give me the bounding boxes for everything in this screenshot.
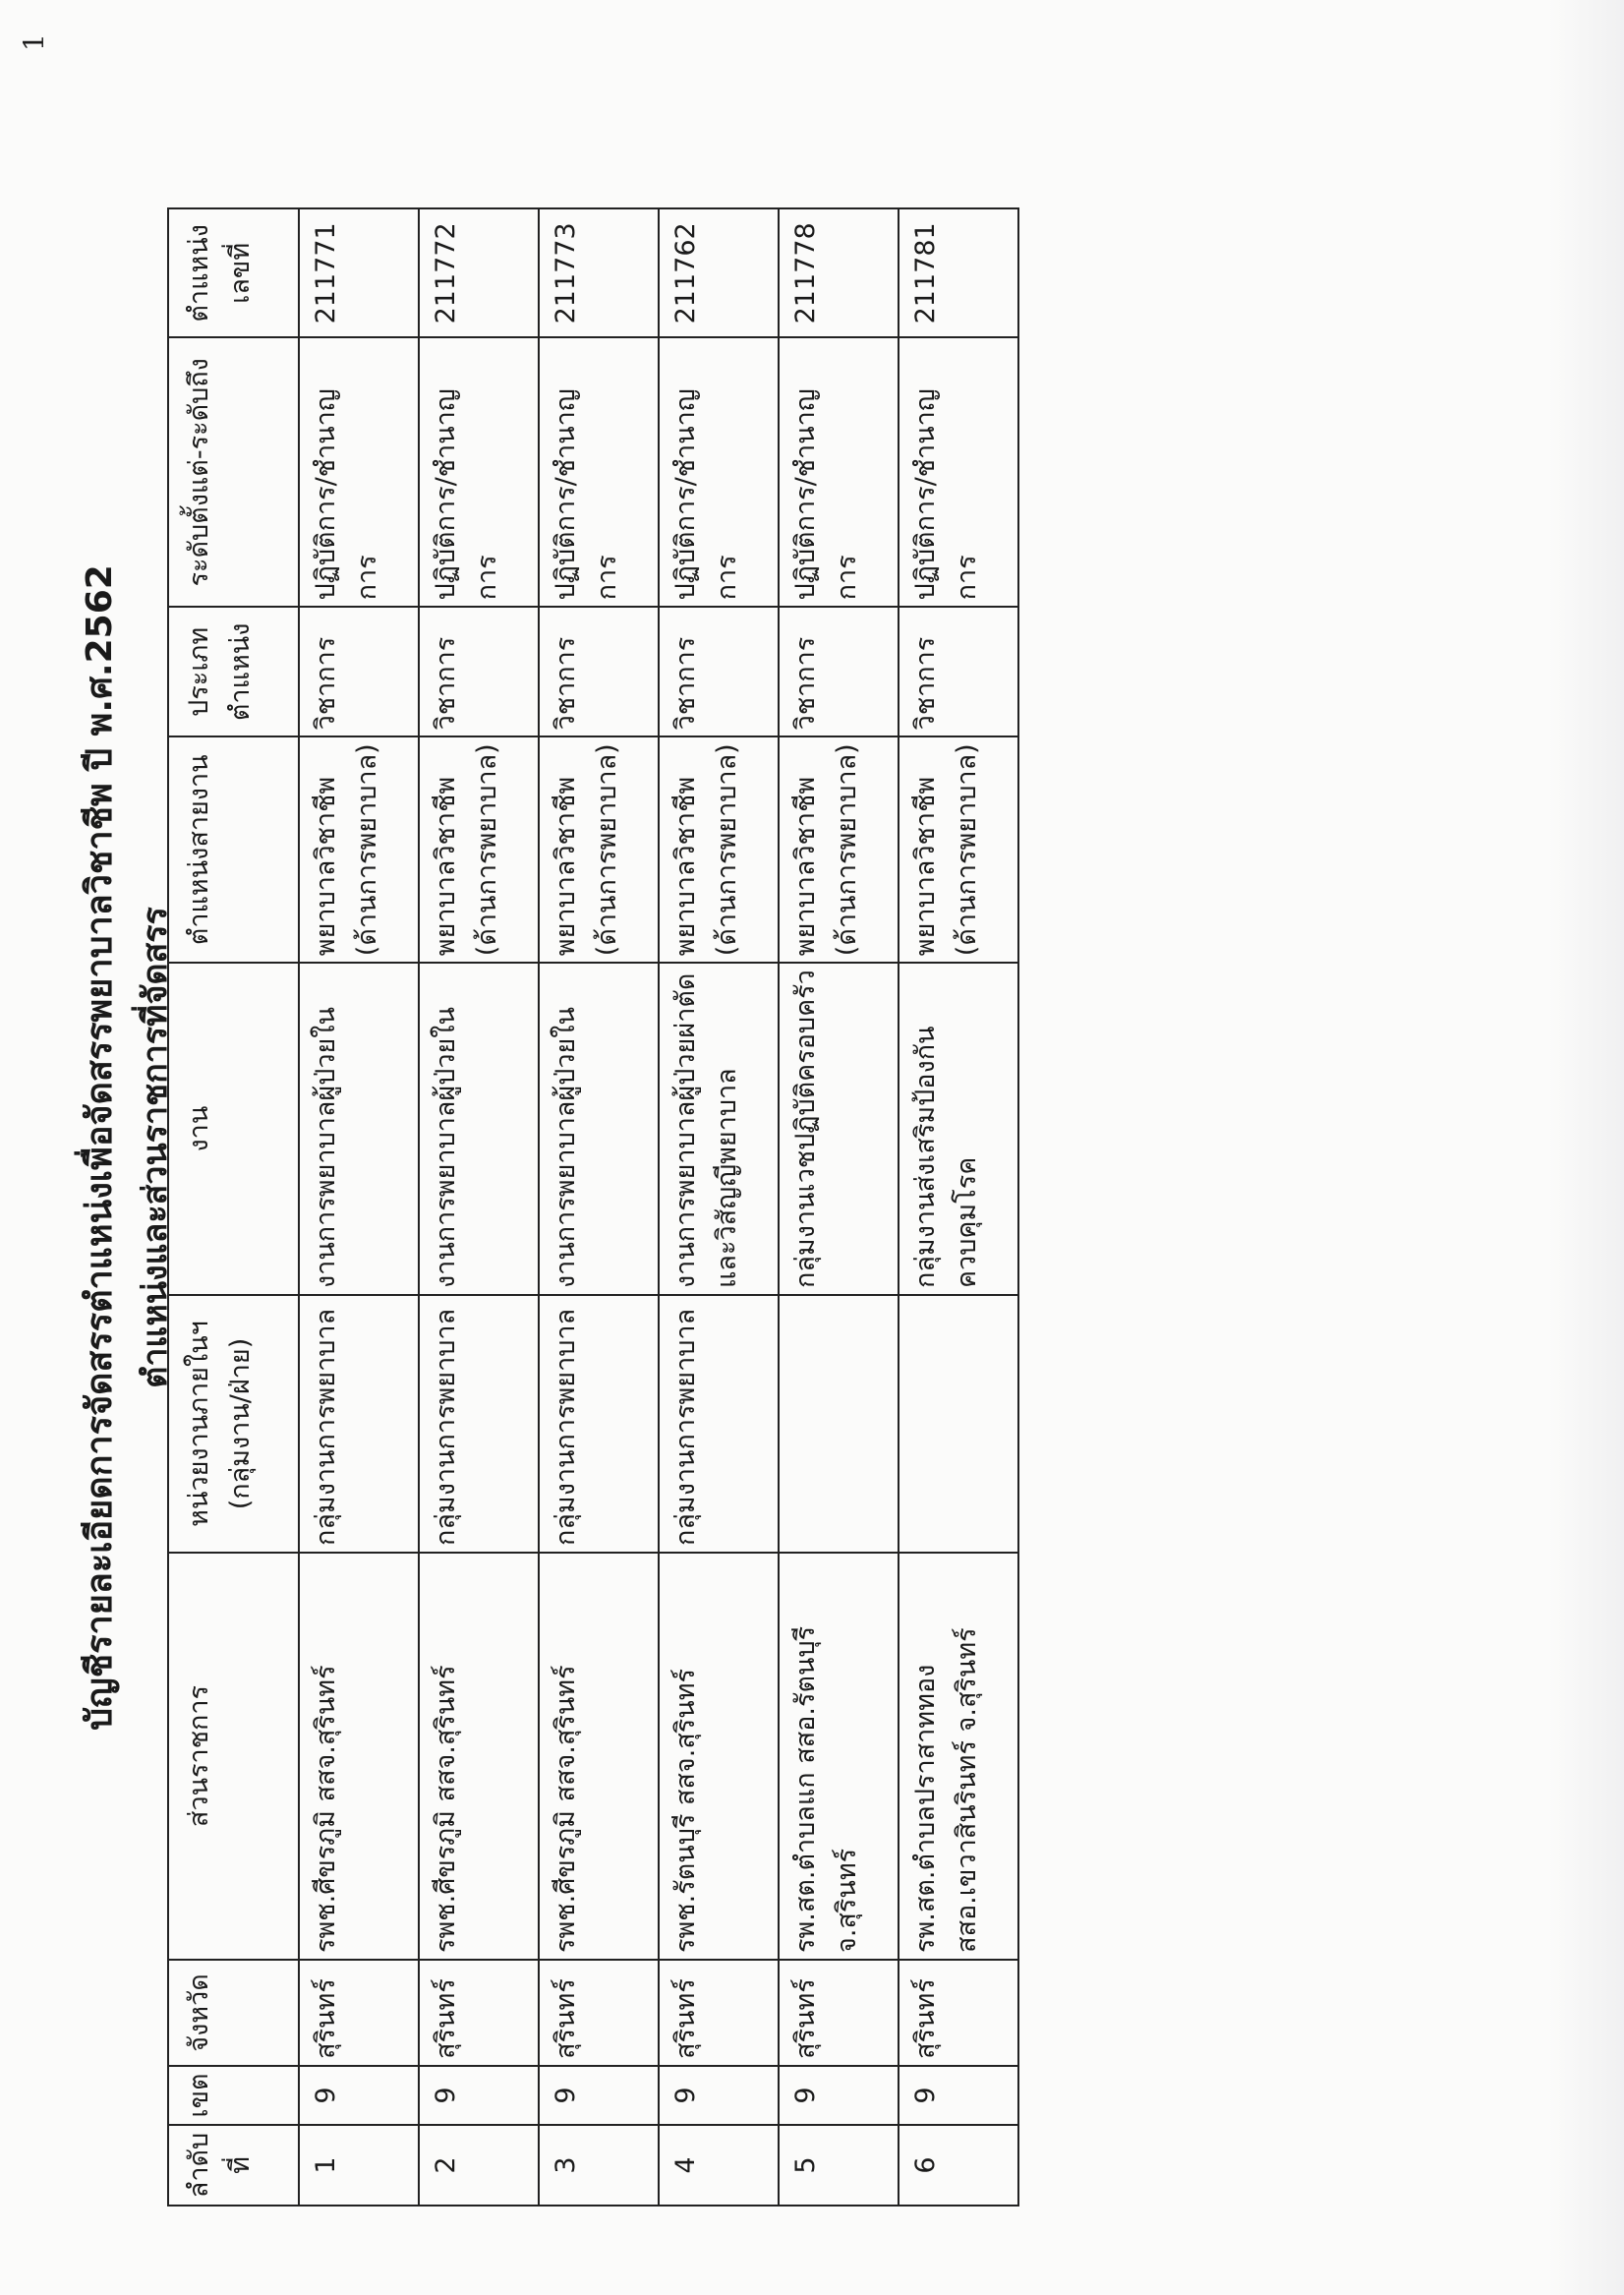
cell-agency: [779, 1553, 899, 1960]
cell-agency: [539, 1553, 659, 1960]
cell-unit-line: กลุ่มงานการพยาบาล: [551, 1308, 581, 1546]
cell-type: วิชาการ: [899, 607, 1018, 736]
cell-no: 6: [899, 2125, 1018, 2206]
header-id-line: เลขที่: [224, 242, 256, 304]
cell-position-line: (ด้านการพยาบาล): [591, 743, 622, 957]
cell-type: วิชาการ: [539, 607, 659, 736]
cell-zone: 9: [299, 2066, 419, 2125]
cell-work: [659, 963, 779, 1295]
cell-position-line: พยาบาลวิชาชีพ: [790, 776, 821, 957]
cell-level: ปฏิบัติการ/ชำนาญการ: [779, 337, 899, 607]
cell-position-line: (ด้านการพยาบาล): [711, 743, 742, 957]
cell-unit-line: กลุ่มงานการพยาบาล: [431, 1308, 461, 1546]
table-row: [659, 208, 779, 2206]
document-subtitle: ตำแหน่งและส่วนราชการที่จัดสรร: [136, 907, 175, 1388]
cell-type: วิชาการ: [299, 607, 419, 736]
cell-work-line: กลุ่มงานส่งเสริมป้องกัน: [910, 1026, 941, 1288]
table-row: [779, 208, 899, 2206]
cell-level: ปฏิบัติการ/ชำนาญการ: [659, 337, 779, 607]
cell-work-line: งานการพยาบาลผู้ป่วยใน: [551, 1006, 581, 1288]
header-work: งาน: [168, 963, 299, 1295]
cell-position-line: พยาบาลวิชาชีพ: [551, 776, 581, 957]
cell-agency: [659, 1553, 779, 1960]
cell-work: [419, 963, 539, 1295]
header-agency: ส่วนราชการ: [168, 1553, 299, 1960]
header-id-line: ตำแหน่ง: [184, 224, 214, 323]
cell-position-line: (ด้านการพยาบาล): [951, 743, 982, 957]
cell-zone: 9: [419, 2066, 539, 2125]
table-body: [299, 208, 1018, 2206]
cell-unit: [419, 1295, 539, 1553]
cell-agency-line: รพช.รัตนบุรี สสจ.สุรินทร์: [670, 1668, 701, 1953]
cell-position-id: 211772: [419, 208, 539, 337]
cell-province: สุรินทร์: [299, 1960, 419, 2066]
cell-type: วิชาการ: [779, 607, 899, 736]
cell-position: [299, 736, 419, 963]
table-row: [539, 208, 659, 2206]
cell-zone: 9: [659, 2066, 779, 2125]
cell-position-id: 211778: [779, 208, 899, 337]
cell-no: 3: [539, 2125, 659, 2206]
header-unit: [168, 1295, 299, 1553]
cell-agency-line: รพ.สต.ตำบลแก สสอ.รัตนบุรี: [790, 1625, 821, 1953]
cell-level: ปฏิบัติการ/ชำนาญการ: [899, 337, 1018, 607]
cell-position: [539, 736, 659, 963]
cell-position-id: 211781: [899, 208, 1018, 337]
cell-no: 4: [659, 2125, 779, 2206]
cell-agency-line: รพช.ศีขรภูมิ สสจ.สุรินทร์: [311, 1665, 341, 1953]
cell-province: สุรินทร์: [419, 1960, 539, 2066]
cell-position-line: (ด้านการพยาบาล): [471, 743, 502, 957]
cell-work-line: งานการพยาบาลผู้ป่วยใน: [431, 1006, 461, 1288]
cell-work: [299, 963, 419, 1295]
cell-position-id: 211762: [659, 208, 779, 337]
header-id: [168, 208, 299, 337]
cell-province: สุรินทร์: [779, 1960, 899, 2066]
cell-position: [419, 736, 539, 963]
cell-work: [539, 963, 659, 1295]
cell-level: ปฏิบัติการ/ชำนาญการ: [419, 337, 539, 607]
header-level: ระดับตั้งแต่-ระดับถึง: [168, 337, 299, 607]
cell-work: [779, 963, 899, 1295]
cell-unit: [539, 1295, 659, 1553]
cell-work-line: งานการพยาบาลผู้ป่วยผ่าตัด: [670, 972, 701, 1288]
cell-zone: 9: [779, 2066, 899, 2125]
cell-province: สุรินทร์: [899, 1960, 1018, 2066]
document-title: บัญชีรายละเอียดการจัดสรรตำแหน่งเพื่อจัดสรรพยาบาลวิชาชีพ ปี พ.ศ.2562: [80, 564, 120, 1731]
table-header-row: [168, 208, 299, 2206]
cell-type: วิชาการ: [419, 607, 539, 736]
cell-unit: [779, 1295, 899, 1553]
cell-agency-line: รพช.ศีขรภูมิ สสจ.สุรินทร์: [431, 1665, 461, 1953]
cell-position-id: 211771: [299, 208, 419, 337]
cell-position-id: 211773: [539, 208, 659, 337]
cell-position-line: พยาบาลวิชาชีพ: [311, 776, 341, 957]
cell-no: 1: [299, 2125, 419, 2206]
cell-work-line: งานการพยาบาลผู้ป่วยใน: [311, 1006, 341, 1288]
page-number: 1: [18, 33, 50, 51]
cell-position-line: พยาบาลวิชาชีพ: [670, 776, 701, 957]
cell-position-line: พยาบาลวิชาชีพ: [431, 776, 461, 957]
header-zone: เขต: [168, 2066, 299, 2125]
cell-province: สุรินทร์: [539, 1960, 659, 2066]
cell-level: ปฏิบัติการ/ชำนาญการ: [539, 337, 659, 607]
cell-position: [779, 736, 899, 963]
cell-position: [899, 736, 1018, 963]
table-row: [299, 208, 419, 2206]
header-type-line: ตำแหน่ง: [224, 622, 256, 722]
cell-zone: 9: [899, 2066, 1018, 2125]
cell-agency: [899, 1553, 1018, 1960]
cell-work: [899, 963, 1018, 1295]
cell-unit: [299, 1295, 419, 1553]
header-type-line: ประเภท: [184, 626, 214, 717]
cell-agency-line: รพช.ศีขรภูมิ สสจ.สุรินทร์: [551, 1665, 581, 1953]
cell-work-line: และวิสัญญีพยาบาล: [711, 1068, 742, 1288]
header-position: ตำแหน่งสายงาน: [168, 736, 299, 963]
cell-work-line: กลุ่มงานเวชปฏิบัติครอบครัว: [790, 970, 821, 1288]
cell-unit-line: กลุ่มงานการพยาบาล: [311, 1308, 341, 1546]
cell-position-line: (ด้านการพยาบาล): [831, 743, 862, 957]
header-type: [168, 607, 299, 736]
cell-level: ปฏิบัติการ/ชำนาญการ: [299, 337, 419, 607]
cell-no: 5: [779, 2125, 899, 2206]
cell-unit: [899, 1295, 1018, 1553]
table-row: [899, 208, 1018, 2206]
scan-edge-shading: [1548, 0, 1624, 2295]
header-unit-line: หน่วยงานภายในฯ: [184, 1321, 214, 1527]
cell-position-line: (ด้านการพยาบาล): [351, 743, 382, 957]
cell-agency-line: จ.สุรินทร์: [831, 1848, 862, 1953]
cell-unit-line: กลุ่มงานการพยาบาล: [670, 1308, 701, 1546]
cell-agency-line: สสอ.เขวาสินรินทร์ จ.สุรินทร์: [951, 1627, 982, 1953]
cell-province: สุรินทร์: [659, 1960, 779, 2066]
allocation-table: [167, 207, 1019, 2207]
cell-no: 2: [419, 2125, 539, 2206]
header-province: จังหวัด: [168, 1960, 299, 2066]
cell-unit: [659, 1295, 779, 1553]
cell-work-line: ควบคุมโรค: [951, 1156, 982, 1288]
cell-zone: 9: [539, 2066, 659, 2125]
cell-agency: [419, 1553, 539, 1960]
header-no: ลำดับที่: [168, 2125, 299, 2206]
cell-position: [659, 736, 779, 963]
cell-agency-line: รพ.สต.ตำบลปราสาททอง: [910, 1664, 941, 1953]
cell-type: วิชาการ: [659, 607, 779, 736]
table-row: [419, 208, 539, 2206]
cell-agency: [299, 1553, 419, 1960]
cell-position-line: พยาบาลวิชาชีพ: [910, 776, 941, 957]
header-unit-line: (กลุ่มงาน/ฝ่าย): [224, 1337, 256, 1510]
